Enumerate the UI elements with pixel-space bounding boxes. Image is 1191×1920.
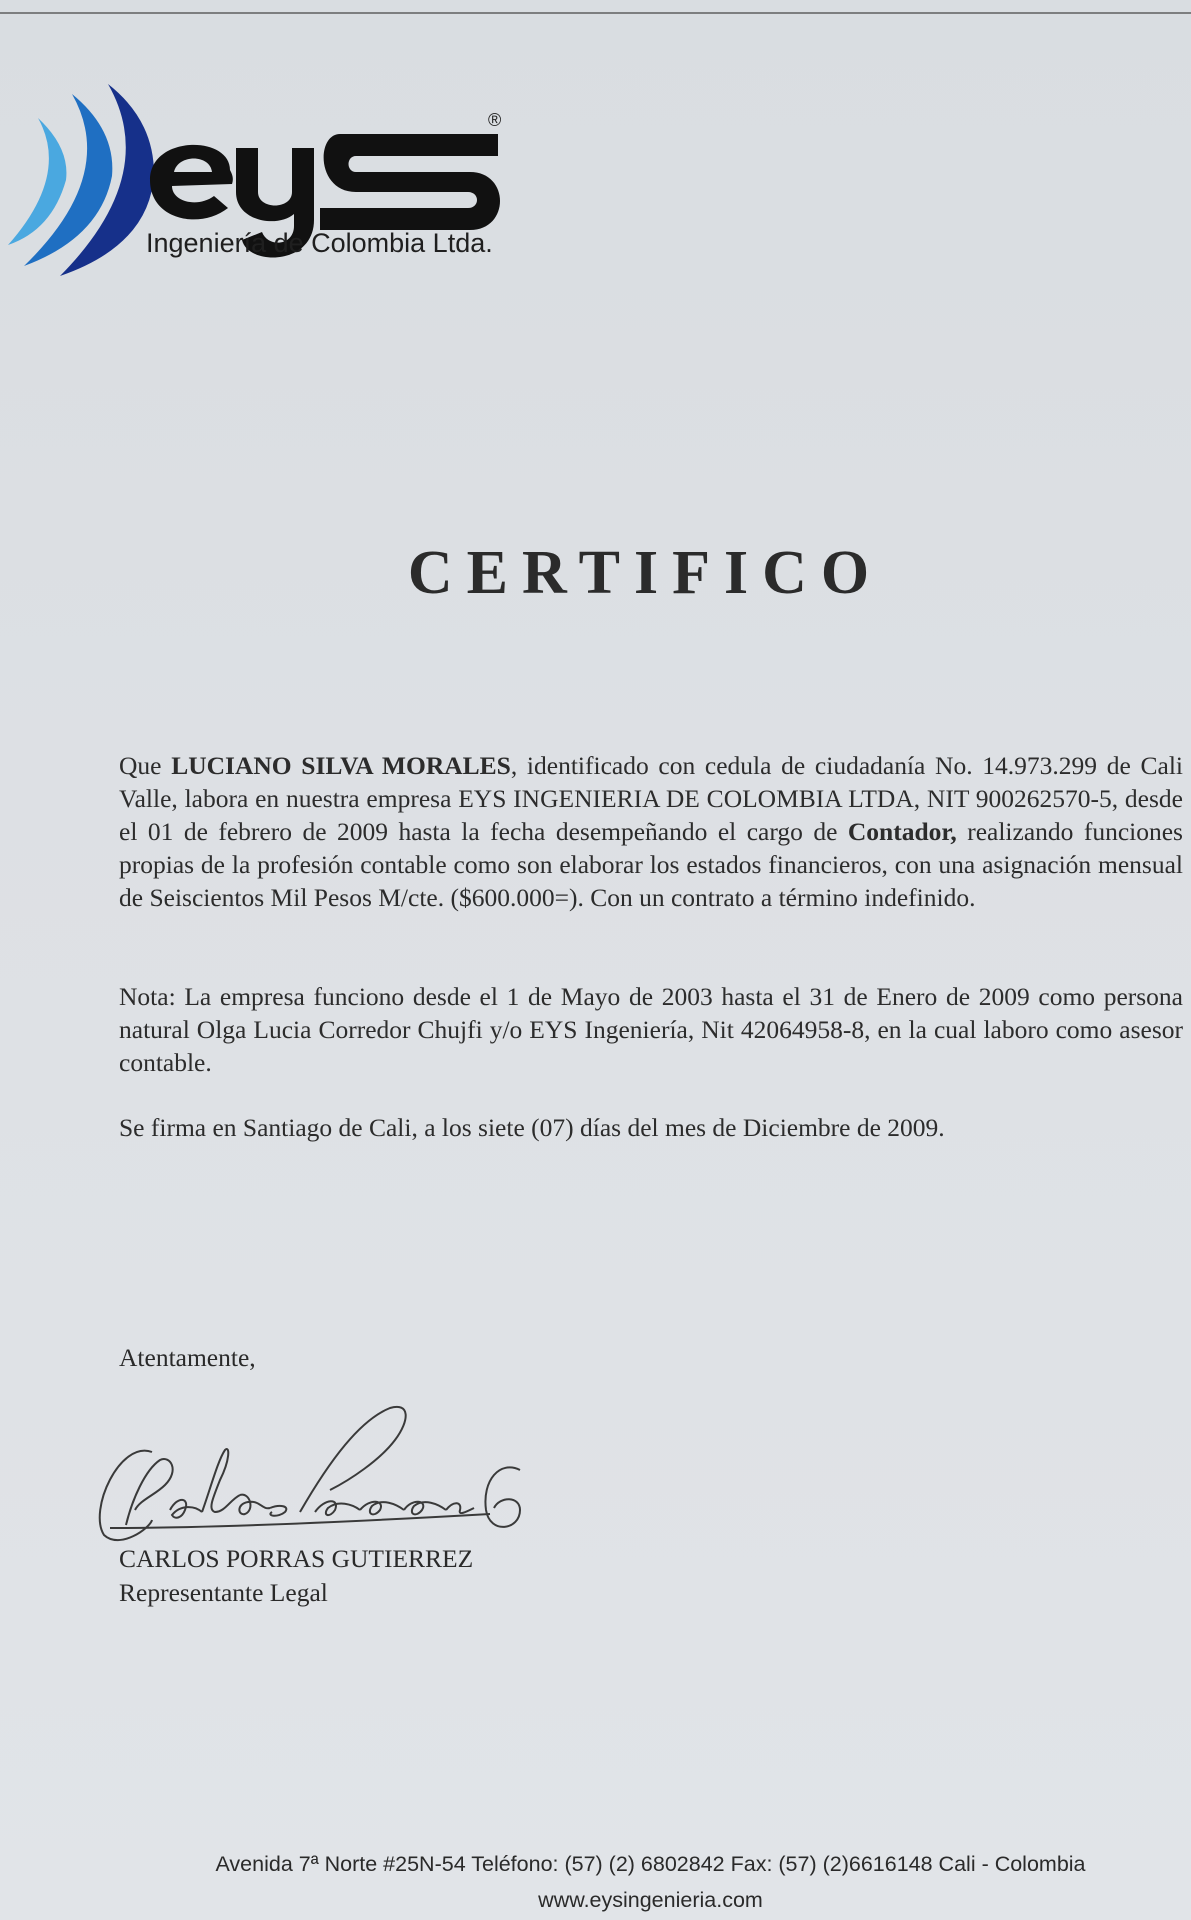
handwritten-signature	[90, 1400, 560, 1550]
signing-paragraph: Se firma en Santiago de Cali, a los siete (07) días del mes de Diciembre de 2009.	[119, 1113, 945, 1142]
certification-paragraph	[119, 749, 1183, 914]
company-subtitle: Ingeniería de Colombia Ltda.	[146, 228, 493, 258]
signer-block	[119, 1542, 473, 1610]
letterhead-footer	[0, 1846, 1191, 1918]
paragraph-rest: realizando funciones propias de la profesión contable como son elaborar los estados financieros, con una asignación mensual de Seiscientos Mil Pesos M/cte. ($600.000=). Con un contrato a término indefinido.	[119, 817, 1183, 912]
employee-name: LUCIANO SILVA MORALES	[171, 751, 511, 780]
scan-top-edge	[0, 12, 1191, 14]
footer-website: www.eysingenieria.com	[538, 1888, 763, 1912]
signer-position: Representante Legal	[119, 1578, 328, 1607]
note-paragraph: Nota: La empresa funciono desde el 1 de Mayo de 2003 hasta el 31 de Enero de 2009 como persona natural Olga Lucia Corredor Chujfi y/o EYS Ingeniería, Nit 42064958-8, en la cual laboro como asesor contable.	[119, 982, 1183, 1077]
closing-salutation: Atentamente,	[119, 1343, 256, 1372]
employee-role: Contador,	[847, 817, 957, 846]
registered-mark: ®	[488, 110, 502, 130]
paragraph-intro: Que	[119, 751, 172, 780]
footer-address: Avenida 7ª Norte #25N-54 Teléfono: (57) (2) 6802842 Fax: (57) (2)6616148 Cali - Colombia	[215, 1852, 1086, 1876]
document-title: CERTIFICO	[407, 539, 884, 607]
company-logo	[0, 80, 520, 280]
paragraph-details: , identificado con cedula de ciudadanía No. 14.973.299 de Cali Valle, labora en nuestra empresa EYS INGENIERIA DE COLOMBIA LTDA, NIT 900262570-5, desde el 01 de febrero de 2009 hasta la fecha desempeñando el cargo de	[119, 751, 1183, 846]
signer-name: CARLOS PORRAS GUTIERREZ	[119, 1544, 474, 1573]
